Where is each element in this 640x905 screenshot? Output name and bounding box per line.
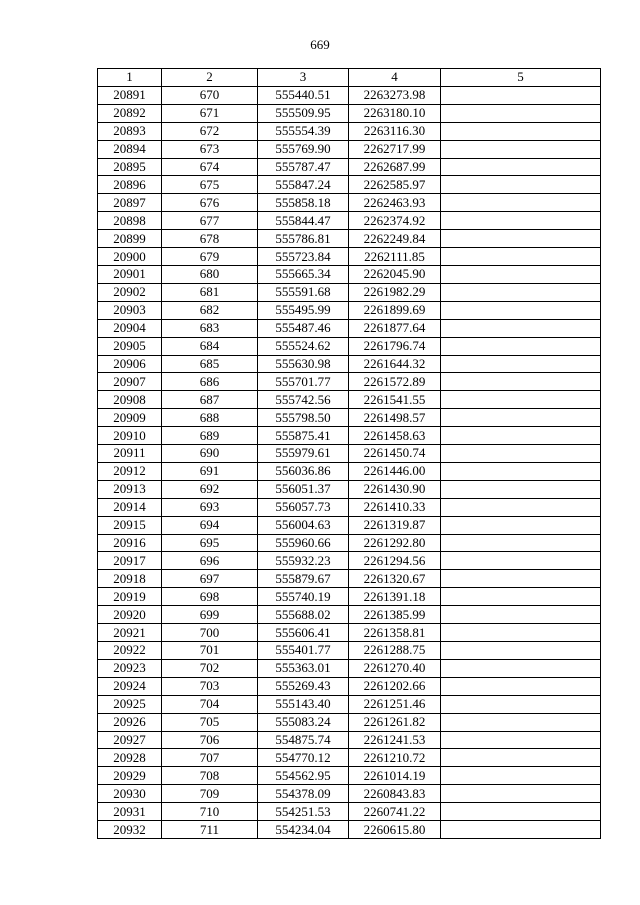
table-cell: 705	[162, 713, 258, 731]
table-cell: 20902	[98, 283, 162, 301]
table-row	[98, 624, 601, 642]
table-row	[98, 373, 601, 391]
table-cell: 554875.74	[258, 731, 349, 749]
table-cell: 674	[162, 158, 258, 176]
table-cell: 20923	[98, 659, 162, 677]
table-cell: 684	[162, 337, 258, 355]
table-cell: 555844.47	[258, 212, 349, 230]
table-row	[98, 86, 601, 104]
table-cell	[441, 534, 601, 552]
table-cell: 20920	[98, 606, 162, 624]
table-cell: 677	[162, 212, 258, 230]
table-cell	[441, 695, 601, 713]
table-cell	[441, 373, 601, 391]
table-row	[98, 588, 601, 606]
table-cell: 20926	[98, 713, 162, 731]
table-cell: 20922	[98, 642, 162, 660]
table-row	[98, 391, 601, 409]
table-cell: 696	[162, 552, 258, 570]
table-cell: 20892	[98, 104, 162, 122]
column-header: 1	[98, 69, 162, 87]
table-cell: 555701.77	[258, 373, 349, 391]
table-cell	[441, 265, 601, 283]
table-cell: 555879.67	[258, 570, 349, 588]
table-cell: 554378.09	[258, 785, 349, 803]
table-cell: 2261450.74	[349, 445, 441, 463]
table-cell: 691	[162, 462, 258, 480]
table-row	[98, 409, 601, 427]
table-cell: 555143.40	[258, 695, 349, 713]
table-cell: 20925	[98, 695, 162, 713]
table-row	[98, 427, 601, 445]
table-cell: 554770.12	[258, 749, 349, 767]
table-cell: 2261391.18	[349, 588, 441, 606]
table-cell	[441, 677, 601, 695]
table-cell: 20917	[98, 552, 162, 570]
table-cell	[441, 803, 601, 821]
table-cell: 555440.51	[258, 86, 349, 104]
table-cell: 555083.24	[258, 713, 349, 731]
table-cell	[441, 427, 601, 445]
table-cell: 555688.02	[258, 606, 349, 624]
table-cell	[441, 391, 601, 409]
table-row	[98, 140, 601, 158]
table-row	[98, 230, 601, 248]
table-cell: 555665.34	[258, 265, 349, 283]
column-header: 5	[441, 69, 601, 87]
table-cell: 2260615.80	[349, 821, 441, 839]
table-cell: 555401.77	[258, 642, 349, 660]
table-cell	[441, 480, 601, 498]
table-cell: 555769.90	[258, 140, 349, 158]
table-cell: 670	[162, 86, 258, 104]
table-cell: 556057.73	[258, 498, 349, 516]
table-cell: 20912	[98, 462, 162, 480]
table-row	[98, 301, 601, 319]
table-cell: 687	[162, 391, 258, 409]
table-cell: 708	[162, 767, 258, 785]
table-cell: 697	[162, 570, 258, 588]
table-cell: 555786.81	[258, 230, 349, 248]
table-cell: 554562.95	[258, 767, 349, 785]
table-cell: 2261270.40	[349, 659, 441, 677]
table-row	[98, 104, 601, 122]
table-cell: 555787.47	[258, 158, 349, 176]
table-cell: 555630.98	[258, 355, 349, 373]
table-row	[98, 462, 601, 480]
table-cell: 2261877.64	[349, 319, 441, 337]
table-cell: 702	[162, 659, 258, 677]
table-row	[98, 606, 601, 624]
table-cell: 2261014.19	[349, 767, 441, 785]
table-cell: 20921	[98, 624, 162, 642]
table-cell: 2262717.99	[349, 140, 441, 158]
table-cell: 2261644.32	[349, 355, 441, 373]
table-cell: 555606.41	[258, 624, 349, 642]
table-cell: 2261982.29	[349, 283, 441, 301]
table-cell: 679	[162, 248, 258, 266]
page-number: 669	[310, 37, 330, 52]
table-cell: 678	[162, 230, 258, 248]
table-cell: 555798.50	[258, 409, 349, 427]
table-cell	[441, 248, 601, 266]
table-cell: 555847.24	[258, 176, 349, 194]
table-cell: 688	[162, 409, 258, 427]
table-cell: 2263273.98	[349, 86, 441, 104]
table-row	[98, 552, 601, 570]
table-cell: 703	[162, 677, 258, 695]
table-cell	[441, 588, 601, 606]
table-cell: 555524.62	[258, 337, 349, 355]
table-row	[98, 212, 601, 230]
table-cell: 672	[162, 122, 258, 140]
table-cell: 676	[162, 194, 258, 212]
table-header-row	[98, 69, 601, 87]
table-cell: 555742.56	[258, 391, 349, 409]
table-cell: 711	[162, 821, 258, 839]
table-cell	[441, 821, 601, 839]
table-cell	[441, 355, 601, 373]
table-cell	[441, 659, 601, 677]
table-cell: 20916	[98, 534, 162, 552]
table-cell: 2261446.00	[349, 462, 441, 480]
table-cell	[441, 785, 601, 803]
table-cell	[441, 445, 601, 463]
table-cell	[441, 606, 601, 624]
table-cell: 681	[162, 283, 258, 301]
table-cell	[441, 194, 601, 212]
table-row	[98, 749, 601, 767]
table-cell: 20931	[98, 803, 162, 821]
table-cell	[441, 516, 601, 534]
table-cell: 554251.53	[258, 803, 349, 821]
table-cell: 2261292.80	[349, 534, 441, 552]
table-row	[98, 695, 601, 713]
table-row	[98, 158, 601, 176]
table-cell: 555509.95	[258, 104, 349, 122]
table-cell	[441, 749, 601, 767]
table-row	[98, 677, 601, 695]
table-cell: 555979.61	[258, 445, 349, 463]
table-cell: 2262463.93	[349, 194, 441, 212]
table-cell: 555932.23	[258, 552, 349, 570]
table-row	[98, 319, 601, 337]
table-row	[98, 516, 601, 534]
table-cell: 2261210.72	[349, 749, 441, 767]
table-cell	[441, 176, 601, 194]
table-cell: 20894	[98, 140, 162, 158]
table-cell	[441, 301, 601, 319]
table-cell: 2262045.90	[349, 265, 441, 283]
table-cell: 556051.37	[258, 480, 349, 498]
column-header: 2	[162, 69, 258, 87]
table-cell: 2261288.75	[349, 642, 441, 660]
table-cell	[441, 409, 601, 427]
table-cell: 710	[162, 803, 258, 821]
table-cell	[441, 462, 601, 480]
table-cell: 685	[162, 355, 258, 373]
table-cell: 555723.84	[258, 248, 349, 266]
table-row	[98, 248, 601, 266]
table-cell: 2261498.57	[349, 409, 441, 427]
table-cell: 20891	[98, 86, 162, 104]
table-cell	[441, 552, 601, 570]
table-row	[98, 337, 601, 355]
table-cell: 2261899.69	[349, 301, 441, 319]
table-row	[98, 785, 601, 803]
table-cell: 554234.04	[258, 821, 349, 839]
table-cell: 680	[162, 265, 258, 283]
table-cell: 707	[162, 749, 258, 767]
table-cell: 555487.46	[258, 319, 349, 337]
table-cell: 683	[162, 319, 258, 337]
table-cell	[441, 230, 601, 248]
table-cell: 695	[162, 534, 258, 552]
table-cell: 2261430.90	[349, 480, 441, 498]
table-row	[98, 283, 601, 301]
table-cell: 555363.01	[258, 659, 349, 677]
table-cell	[441, 642, 601, 660]
table-cell: 2262111.85	[349, 248, 441, 266]
column-header: 4	[349, 69, 441, 87]
table-cell: 20914	[98, 498, 162, 516]
table-row	[98, 731, 601, 749]
table-cell: 700	[162, 624, 258, 642]
table-row	[98, 767, 601, 785]
table-cell	[441, 319, 601, 337]
table-cell: 20906	[98, 355, 162, 373]
table-cell: 690	[162, 445, 258, 463]
table-cell	[441, 337, 601, 355]
table-cell: 2261261.82	[349, 713, 441, 731]
table-cell	[441, 731, 601, 749]
table-cell: 555554.39	[258, 122, 349, 140]
table-body	[98, 86, 601, 838]
table-row	[98, 821, 601, 839]
column-header: 3	[258, 69, 349, 87]
table-cell: 20910	[98, 427, 162, 445]
table-cell: 20901	[98, 265, 162, 283]
table-row	[98, 642, 601, 660]
table-cell: 2261410.33	[349, 498, 441, 516]
table-cell: 555858.18	[258, 194, 349, 212]
table-cell: 2261251.46	[349, 695, 441, 713]
table-cell: 20897	[98, 194, 162, 212]
table-cell: 20919	[98, 588, 162, 606]
table-cell: 20915	[98, 516, 162, 534]
table-cell: 20898	[98, 212, 162, 230]
table-cell: 704	[162, 695, 258, 713]
table-row	[98, 713, 601, 731]
table-cell: 556036.86	[258, 462, 349, 480]
table-row	[98, 498, 601, 516]
table-cell: 2262249.84	[349, 230, 441, 248]
table-cell: 20927	[98, 731, 162, 749]
table-cell: 686	[162, 373, 258, 391]
table-cell	[441, 624, 601, 642]
table-cell: 2261294.56	[349, 552, 441, 570]
table-cell: 20895	[98, 158, 162, 176]
table-cell: 20913	[98, 480, 162, 498]
table-cell: 20930	[98, 785, 162, 803]
table-cell: 20905	[98, 337, 162, 355]
table-row	[98, 534, 601, 552]
table-cell: 555591.68	[258, 283, 349, 301]
table-cell: 20908	[98, 391, 162, 409]
table-cell: 555740.19	[258, 588, 349, 606]
table-cell: 556004.63	[258, 516, 349, 534]
table-cell	[441, 104, 601, 122]
table-cell: 2260741.22	[349, 803, 441, 821]
table-cell: 20928	[98, 749, 162, 767]
table-row	[98, 122, 601, 140]
table-cell: 555269.43	[258, 677, 349, 695]
coordinates-table	[97, 68, 601, 839]
table-cell: 698	[162, 588, 258, 606]
table-cell: 20918	[98, 570, 162, 588]
table-row	[98, 659, 601, 677]
table-cell: 692	[162, 480, 258, 498]
table-row	[98, 265, 601, 283]
table-cell	[441, 283, 601, 301]
table-cell: 2260843.83	[349, 785, 441, 803]
table-cell: 20924	[98, 677, 162, 695]
table-row	[98, 194, 601, 212]
table-cell: 2261202.66	[349, 677, 441, 695]
table-cell: 20900	[98, 248, 162, 266]
table-cell	[441, 212, 601, 230]
table-cell	[441, 122, 601, 140]
table-cell: 682	[162, 301, 258, 319]
table-cell: 706	[162, 731, 258, 749]
table-cell: 2261385.99	[349, 606, 441, 624]
table-row	[98, 445, 601, 463]
table-row	[98, 803, 601, 821]
table-cell: 2263180.10	[349, 104, 441, 122]
table-cell: 2261541.55	[349, 391, 441, 409]
table-row	[98, 480, 601, 498]
table-cell: 699	[162, 606, 258, 624]
table-cell: 2261319.87	[349, 516, 441, 534]
table-cell: 20903	[98, 301, 162, 319]
table-cell: 2261241.53	[349, 731, 441, 749]
table-cell: 694	[162, 516, 258, 534]
table-cell: 689	[162, 427, 258, 445]
table-cell	[441, 570, 601, 588]
table-cell: 2262687.99	[349, 158, 441, 176]
table-cell: 20904	[98, 319, 162, 337]
table-cell: 675	[162, 176, 258, 194]
table-cell: 555960.66	[258, 534, 349, 552]
table-cell: 2261458.63	[349, 427, 441, 445]
table-row	[98, 570, 601, 588]
table-cell: 2261572.89	[349, 373, 441, 391]
table-row	[98, 355, 601, 373]
table-cell	[441, 86, 601, 104]
table-cell	[441, 498, 601, 516]
table-cell	[441, 767, 601, 785]
table-cell: 2261796.74	[349, 337, 441, 355]
table-cell: 20909	[98, 409, 162, 427]
table-cell: 673	[162, 140, 258, 158]
table-cell: 555495.99	[258, 301, 349, 319]
table-cell: 671	[162, 104, 258, 122]
table-cell: 20932	[98, 821, 162, 839]
table-cell: 20899	[98, 230, 162, 248]
table-cell: 693	[162, 498, 258, 516]
table-cell: 20893	[98, 122, 162, 140]
table-cell: 2261320.67	[349, 570, 441, 588]
table-cell: 2262585.97	[349, 176, 441, 194]
table-row	[98, 176, 601, 194]
table-cell	[441, 140, 601, 158]
table-cell: 20929	[98, 767, 162, 785]
table-cell: 701	[162, 642, 258, 660]
table-cell: 2263116.30	[349, 122, 441, 140]
table-cell: 709	[162, 785, 258, 803]
table-cell	[441, 713, 601, 731]
table-cell: 555875.41	[258, 427, 349, 445]
table-cell: 2262374.92	[349, 212, 441, 230]
table-cell: 2261358.81	[349, 624, 441, 642]
table-cell: 20907	[98, 373, 162, 391]
table-cell: 20911	[98, 445, 162, 463]
table-cell: 20896	[98, 176, 162, 194]
table-cell	[441, 158, 601, 176]
